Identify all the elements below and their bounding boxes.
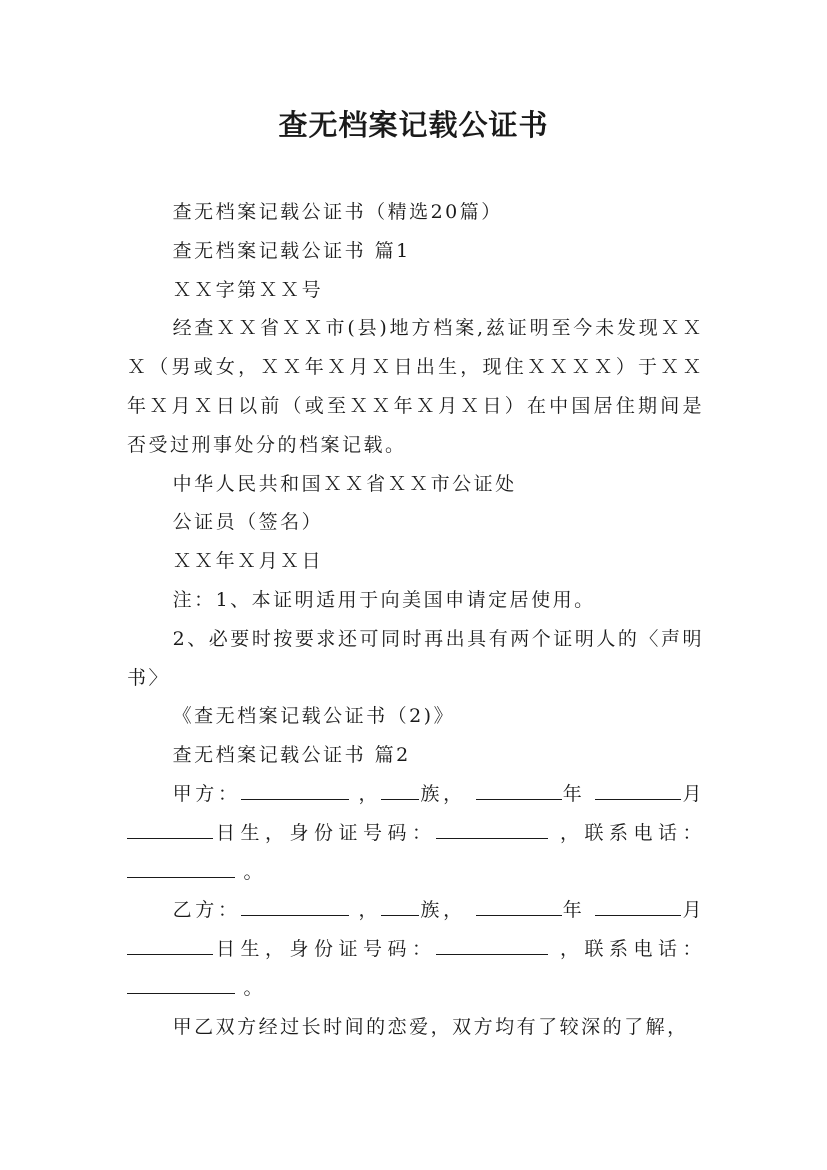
document-body [127,193,704,1047]
paragraph-party-a [127,775,704,891]
paragraph-notary-office: 中华人民共和国ＸＸ省ＸＸ市公证处 [172,472,517,495]
paragraph-agreement-intro: 甲乙双方经过长时间的恋爱，双方均有了较深的了解， [172,1015,689,1038]
paragraph-note-1: 注：1、本证明适用于向美国申请定居使用。 [172,588,596,611]
party-b-month-blank [595,893,681,916]
party-b-id-blank [436,932,548,955]
party-a-id-blank [436,816,548,839]
paragraph-section-1-heading: 查无档案记载公证书 篇1 [172,239,411,262]
party-a-phone-label: ，联系电话： [560,821,704,844]
party-b-month-label: 月 [681,899,704,922]
party-a-ethnicity-label: 族， [419,782,466,805]
paragraph-note-2: 2、必要时按要求还可同时再出具有两个证明人的〈声明书〉 [127,627,704,689]
party-a-year-blank [476,777,562,800]
party-a-label: 甲方： [172,782,241,805]
party-b-comma: ， [358,899,382,922]
party-b-phone-label: ，联系电话： [560,938,704,961]
party-b-year-label: 年 [561,899,586,922]
party-a-year-label: 年 [561,782,586,805]
party-a-birth-label: 日生，身份证号码： [213,821,437,844]
party-b-ethnicity-label: 族， [419,899,466,922]
party-b-year-blank [476,893,562,916]
party-b-label: 乙方： [172,899,241,922]
paragraph-certificate-body: 经查ＸＸ省ＸＸ市(县)地方档案,兹证明至今未发现ＸＸＸ（男或女，ＸＸ年Ｘ月Ｘ日出生，现住ＸＸＸＸ）于ＸＸ年Ｘ月Ｘ日以前（或至ＸＸ年Ｘ月Ｘ日）在中国居住期间是否受过刑事处分的档案记载。 [127,317,704,456]
paragraph-document-number: ＸＸ字第ＸＸ号 [172,278,324,301]
party-a-name-blank [241,777,349,800]
party-a-ethnicity-blank [381,777,419,800]
party-b-phone-blank [127,971,235,994]
party-b-birth-label: 日生，身份证号码： [213,938,437,961]
party-a-phone-blank [127,855,235,878]
party-b-ethnicity-blank [381,893,419,916]
party-a-month-label: 月 [681,782,704,805]
paragraph-notary-signature: 公证员（签名） [172,511,324,534]
paragraph-section-2-heading: 查无档案记载公证书 篇2 [172,744,411,767]
paragraph-collection-title: 查无档案记载公证书（精选20篇） [172,201,503,223]
party-a-comma: ， [358,782,382,805]
party-b-name-blank [241,893,349,916]
paragraph-party-b [127,891,704,1007]
party-b-end: 。 [243,976,266,999]
paragraph-date: ＸＸ年Ｘ月Ｘ日 [172,550,324,573]
paragraph-section-2-title: 《查无档案记载公证书（2)》 [172,705,456,728]
party-a-day-blank [127,816,213,839]
party-a-end: 。 [243,860,266,883]
party-b-day-blank [127,932,213,955]
document-title: 查无档案记载公证书 [278,108,549,142]
party-a-month-blank [595,777,681,800]
